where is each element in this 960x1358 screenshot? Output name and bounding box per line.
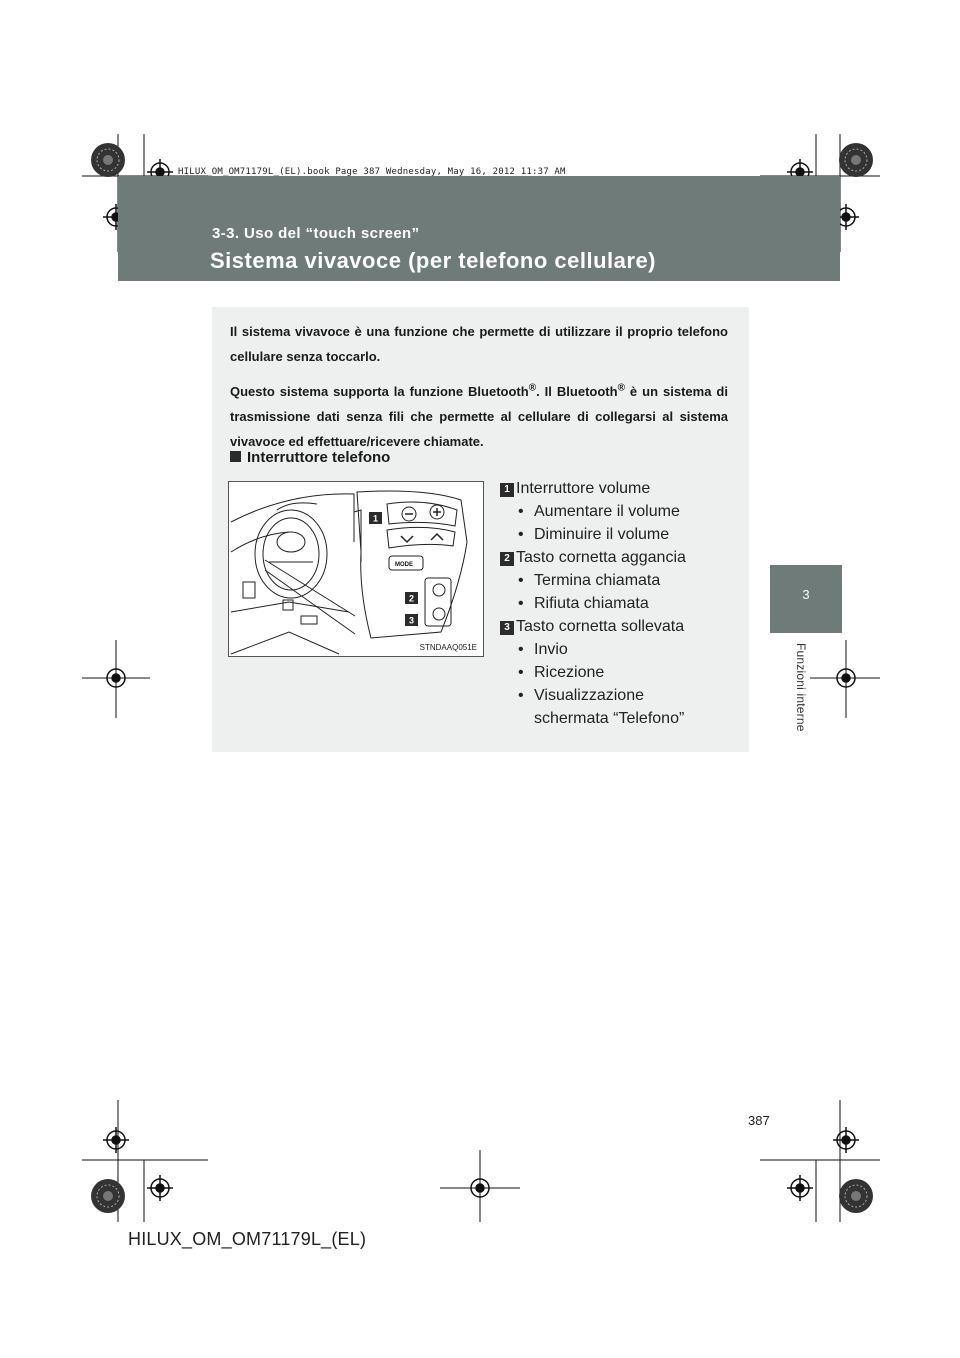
legend-sub-item: [500, 661, 740, 684]
square-bullet-icon: [230, 451, 241, 462]
chapter-name: Funzioni interne: [794, 643, 808, 732]
subheading: [230, 449, 390, 466]
page-title: Sistema vivavoce (per telefono cellulare): [210, 248, 657, 273]
intro-p2-part-b: . Il Bluetooth: [536, 384, 618, 399]
legend-list: [500, 477, 740, 730]
legend-item-1-label: Interruttore volume: [516, 480, 651, 497]
legend-item-1: [500, 477, 740, 500]
intro-p2-part-c: è un sistema di trasmissione dati senza fili che permette al cellulare di collegarsi al sistema vivavoce ed effettuare/ricevere chiamate.: [230, 384, 728, 449]
legend-sub-item: [500, 500, 740, 523]
chapter-number: 3: [802, 587, 810, 602]
section-label: 3-3. Uso del “touch screen”: [212, 225, 420, 242]
legend-sub-text: Termina chiamata: [534, 572, 661, 589]
content-box: [212, 307, 749, 752]
legend-sub-text: Diminuire il volume: [534, 526, 670, 543]
bullet-icon: •: [518, 664, 524, 681]
intro-p2-part-a: Questo sistema supporta la funzione Bluetooth: [230, 384, 529, 399]
legend-item-3: [500, 615, 740, 638]
book-file-stamp: HILUX_OM_OM71179L_(EL).book Page 387 Wednesday, May 16, 2012 11:37 AM: [178, 167, 566, 177]
bullet-icon: •: [518, 687, 524, 704]
legend-sub-item: [500, 569, 740, 592]
bullet-icon: •: [518, 595, 524, 612]
registered-mark: ®: [617, 382, 625, 394]
page-header: [118, 176, 840, 281]
chapter-tab: [770, 565, 842, 633]
intro-paragraph-2: [230, 379, 728, 454]
bullet-icon: •: [518, 503, 524, 520]
subheading-text: Interruttore telefono: [247, 449, 391, 466]
callout-badge-3: 3: [500, 621, 514, 635]
legend-sub-item: [500, 523, 740, 546]
callout-badge-1: 1: [500, 483, 514, 497]
figure-code: STNDAAQ051E: [419, 643, 477, 652]
legend-sub-item: [500, 592, 740, 615]
figure-callout-2: 2: [408, 593, 415, 604]
legend-sub-item-continuation: schermata “Telefono”: [534, 710, 685, 727]
legend-sub-text: Rifiuta chiamata: [534, 595, 649, 612]
figure-callout-1: 1: [372, 513, 379, 524]
legend-sub-text: Ricezione: [534, 664, 605, 681]
legend-sub-item: [500, 684, 740, 707]
legend-sub-item: [500, 638, 740, 661]
legend-sub-text: Aumentare il volume: [534, 503, 680, 520]
intro-text: [230, 319, 728, 464]
legend-sub-text: Visualizzazione: [534, 687, 644, 704]
callout-badge-2: 2: [500, 552, 514, 566]
legend-item-2: [500, 546, 740, 569]
legend-item-2-label: Tasto cornetta aggancia: [516, 549, 686, 566]
legend-item-3-label: Tasto cornetta sollevata: [516, 618, 685, 635]
figure-callout-3: 3: [408, 615, 415, 626]
page-number: 387: [748, 1113, 770, 1128]
legend-sub-text: Invio: [534, 641, 568, 658]
bullet-icon: •: [518, 641, 524, 658]
bullet-icon: •: [518, 526, 524, 543]
steering-wheel-illustration: [229, 482, 483, 656]
mode-button-label: MODE: [395, 562, 413, 568]
footer-document-code: HILUX_OM_OM71179L_(EL): [128, 1229, 367, 1249]
intro-paragraph-1: Il sistema vivavoce è una funzione che permette di utilizzare il proprio telefono cellulare senza toccarlo.: [230, 324, 728, 364]
bullet-icon: •: [518, 572, 524, 589]
steering-wheel-switch-figure: [228, 481, 484, 657]
registered-mark: ®: [528, 382, 537, 394]
